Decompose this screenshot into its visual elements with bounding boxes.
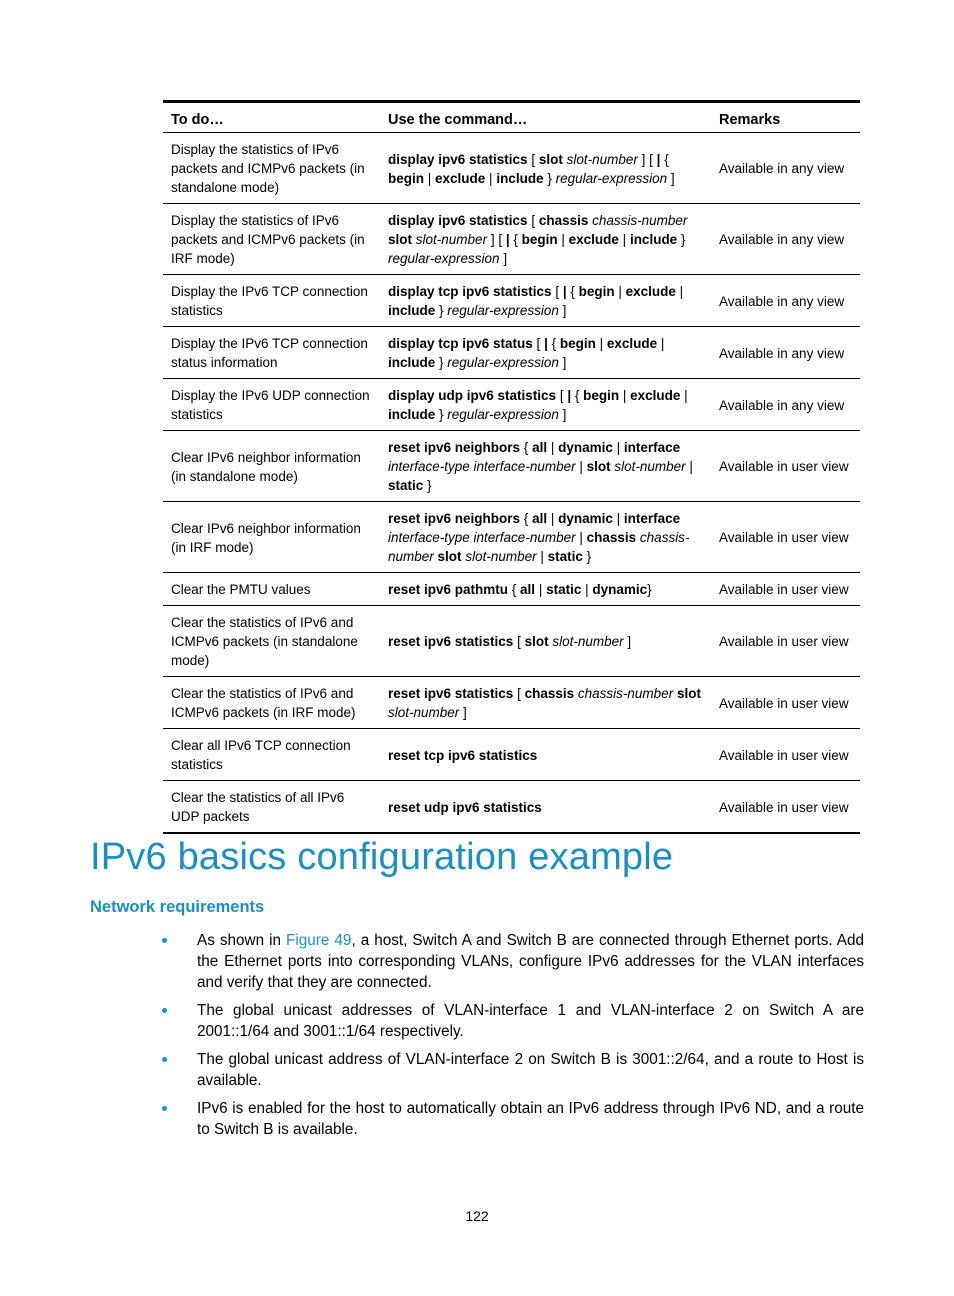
command-token: dynamic (592, 582, 648, 597)
command-token: reset ipv6 neighbors (388, 440, 521, 455)
command-token: | (675, 284, 684, 299)
command-token: all (520, 582, 536, 597)
list-item-text: The global unicast address of VLAN-interface 2 on Switch B is 3001::2/64, and a route to Host is available. (197, 1051, 864, 1089)
command-token: } (647, 582, 652, 597)
table-row (163, 729, 860, 781)
command-token: | (612, 440, 624, 455)
command-token: display tcp ipv6 statistics (388, 284, 552, 299)
command-token: regular-expression (555, 170, 668, 186)
command-token: ] (623, 634, 632, 649)
subsection-title: Network requirements (90, 898, 265, 916)
remarks-cell: Available in user view (711, 573, 860, 606)
command-token: interface (623, 440, 681, 455)
command-token: slot-number (415, 232, 488, 247)
todo-cell: Display the statistics of IPv6 packets and ICMPv6 packets (in IRF mode) (163, 204, 380, 275)
command-token: } (435, 303, 448, 318)
remarks-cell: Available in any view (711, 275, 860, 327)
command-token: [ (556, 388, 568, 403)
command-cell (380, 729, 711, 781)
list-item (162, 1049, 864, 1091)
command-token: regular-expression (388, 251, 500, 266)
command-token: interface-type interface-number (388, 459, 576, 474)
command-token: | (612, 511, 624, 526)
table-row (163, 606, 860, 677)
command-token: ] [ (637, 151, 657, 167)
remarks-cell: Available in any view (711, 133, 860, 204)
command-token: { (520, 511, 533, 526)
command-token: | (680, 388, 688, 403)
command-token: | (595, 336, 607, 351)
command-token: display ipv6 statistics (388, 151, 528, 167)
command-token: chassis-number (577, 686, 674, 701)
todo-cell: Clear IPv6 neighbor information (in standalone mode) (163, 431, 380, 502)
list-item (162, 930, 864, 993)
remarks-cell: Available in user view (711, 502, 860, 573)
command-token: { (508, 582, 521, 597)
command-token: display tcp ipv6 status (388, 336, 533, 351)
command-cell (380, 606, 711, 677)
todo-cell: Display the statistics of IPv6 packets and ICMPv6 packets (in standalone mode) (163, 133, 380, 204)
command-token: | (535, 582, 547, 597)
command-token: slot (524, 634, 549, 649)
command-token: [ (513, 686, 525, 701)
todo-cell: Clear all IPv6 TCP connection statistics (163, 729, 380, 781)
command-token: [ (513, 634, 525, 649)
bullet-dot-icon (162, 1057, 167, 1062)
command-token: begin (521, 232, 558, 247)
bullet-dot-icon (162, 1008, 167, 1013)
todo-cell: Display the IPv6 TCP connection statistics (163, 275, 380, 327)
figure-link[interactable]: Figure 49 (286, 932, 352, 949)
page-number: 122 (465, 1208, 489, 1224)
command-token: } (543, 170, 556, 186)
command-token: | (619, 388, 631, 403)
command-token: exclude (630, 388, 681, 403)
todo-cell: Display the IPv6 UDP connection statistics (163, 379, 380, 431)
command-token: { (547, 336, 560, 351)
table-row (163, 502, 860, 573)
list-item-text: IPv6 is enabled for the host to automatically obtain an IPv6 address through IPv6 ND, and a route to Switch B is available. (197, 1100, 864, 1138)
command-token: exclude (435, 170, 486, 186)
command-token: | (536, 549, 548, 564)
command-token: regular-expression (447, 303, 559, 318)
command-token: slot-number (614, 459, 686, 474)
command-cell (380, 781, 711, 834)
command-token: | (581, 582, 593, 597)
command-token: display udp ipv6 statistics (388, 388, 557, 403)
command-token: reset ipv6 neighbors (388, 511, 521, 526)
remarks-cell: Available in any view (711, 327, 860, 379)
list-item (162, 1000, 864, 1042)
command-token: | (547, 511, 559, 526)
todo-cell: Display the IPv6 TCP connection status information (163, 327, 380, 379)
todo-cell: Clear the PMTU values (163, 573, 380, 606)
command-token: { (509, 232, 522, 247)
command-token: ] (558, 407, 567, 422)
table-row (163, 677, 860, 729)
remarks-cell: Available in user view (711, 781, 860, 834)
command-token: | (618, 232, 630, 247)
command-token: exclude (606, 336, 658, 351)
command-token: } (435, 407, 448, 422)
command-token: chassis (538, 213, 589, 228)
command-token: begin (583, 388, 620, 403)
todo-cell: Clear the statistics of IPv6 and ICMPv6 packets (in standalone mode) (163, 606, 380, 677)
command-token: exclude (568, 232, 619, 247)
command-token: | (505, 232, 510, 247)
command-token: [ (551, 284, 563, 299)
command-token: ] (499, 251, 508, 266)
table-header-row (163, 102, 860, 133)
command-token: } (435, 355, 448, 370)
table-row (163, 573, 860, 606)
command-token: interface-type interface-number (388, 530, 576, 545)
command-token: include (388, 303, 436, 318)
command-token: | (424, 170, 436, 186)
command-token: slot (437, 549, 462, 564)
requirements-list (162, 930, 864, 1147)
command-cell (380, 431, 711, 502)
command-token: static (547, 549, 583, 564)
command-token: slot (676, 686, 701, 701)
command-token: [ (527, 151, 539, 167)
command-token: include (388, 407, 436, 422)
command-cell (380, 573, 711, 606)
header-todo: To do… (163, 102, 380, 133)
command-cell (380, 677, 711, 729)
command-token: | (657, 336, 665, 351)
table-row (163, 275, 860, 327)
command-token: include (629, 232, 678, 247)
remarks-cell: Available in user view (711, 431, 860, 502)
command-token: reset udp ipv6 statistics (388, 799, 542, 815)
command-token: slot-number (552, 634, 624, 649)
command-token: | (547, 440, 559, 455)
command-token: slot-number (465, 549, 537, 564)
command-token: | (575, 459, 587, 474)
command-table (163, 100, 860, 834)
remarks-cell: Available in any view (711, 204, 860, 275)
todo-cell: Clear IPv6 neighbor information (in IRF mode) (163, 502, 380, 573)
command-cell (380, 275, 711, 327)
command-token: { (660, 151, 669, 167)
list-item (162, 1098, 864, 1140)
todo-cell: Clear the statistics of all IPv6 UDP packets (163, 781, 380, 834)
command-token: begin (388, 170, 424, 186)
command-token: static (388, 478, 424, 493)
command-token: exclude (625, 284, 676, 299)
command-token: | (544, 336, 548, 351)
command-token: chassis-number (388, 530, 690, 564)
remarks-cell: Available in user view (711, 729, 860, 781)
command-token: slot-number (566, 151, 638, 167)
command-token: ] (558, 355, 567, 370)
command-cell (380, 133, 711, 204)
command-token: all (532, 440, 548, 455)
command-token: | (557, 232, 569, 247)
command-token: interface (623, 511, 681, 526)
command-token: reset ipv6 statistics (388, 686, 514, 701)
command-token: dynamic (558, 440, 613, 455)
command-token: regular-expression (447, 407, 559, 422)
command-token: } (423, 478, 432, 493)
command-token: chassis (524, 686, 575, 701)
command-token: | (485, 170, 497, 186)
command-token: { (566, 284, 579, 299)
command-token: reset ipv6 statistics (388, 634, 514, 649)
header-command: Use the command… (380, 102, 711, 133)
command-token: regular-expression (447, 355, 559, 370)
table-row (163, 133, 860, 204)
list-item-text: As shown in (197, 932, 287, 949)
command-token: | (575, 530, 587, 545)
command-token: | (567, 388, 572, 403)
command-token: include (496, 170, 544, 186)
table-row (163, 431, 860, 502)
command-token: ] (459, 705, 467, 720)
command-token: begin (559, 336, 596, 351)
command-token: reset tcp ipv6 statistics (388, 747, 538, 763)
list-item-text: , a host, Switch A and Switch B are connected through Ethernet ports. Add the Ethernet ports into corresponding VLANs, configure IPv6 addresses for the VLAN interfaces and verify that they are connected. (197, 932, 865, 991)
remarks-cell: Available in user view (711, 606, 860, 677)
bullet-dot-icon (162, 938, 167, 943)
command-token: begin (578, 284, 615, 299)
section-title: IPv6 basics configuration example (90, 836, 674, 878)
command-token: { (520, 440, 533, 455)
table-row (163, 204, 860, 275)
bullet-dot-icon (162, 1106, 167, 1111)
command-token: | (656, 151, 661, 167)
remarks-cell: Available in user view (711, 677, 860, 729)
command-cell (380, 327, 711, 379)
command-cell (380, 502, 711, 573)
command-token: chassis (586, 530, 637, 545)
command-cell (380, 204, 711, 275)
command-token: slot-number (388, 705, 460, 720)
command-token: | (614, 284, 626, 299)
command-token: ] (558, 303, 567, 318)
command-token: | (685, 459, 693, 474)
command-token: chassis-number (592, 213, 688, 228)
command-token: ] [ (487, 232, 506, 247)
todo-cell: Clear the statistics of IPv6 and ICMPv6 packets (in IRF mode) (163, 677, 380, 729)
command-token: static (546, 582, 582, 597)
command-token: display ipv6 statistics (388, 213, 528, 228)
header-remarks: Remarks (711, 102, 860, 133)
command-token: slot (586, 459, 611, 474)
command-token: ] (667, 170, 675, 186)
list-item-text: The global unicast addresses of VLAN-interface 1 and VLAN-interface 2 on Switch A are 2001::1/64 and 3001::1/64 respectively. (197, 1002, 864, 1040)
command-token: } (677, 232, 686, 247)
command-token: [ (527, 213, 539, 228)
command-token: { (571, 388, 584, 403)
command-token: | (562, 284, 567, 299)
table-row (163, 781, 860, 834)
command-token: } (582, 549, 592, 564)
command-token: slot (388, 232, 413, 247)
command-token: [ (532, 336, 545, 351)
command-token: dynamic (558, 511, 613, 526)
command-token: include (388, 355, 436, 370)
table-row (163, 327, 860, 379)
command-token: slot (538, 151, 563, 167)
table-row (163, 379, 860, 431)
command-token: reset ipv6 pathmtu (388, 582, 509, 597)
command-cell (380, 379, 711, 431)
command-token: all (532, 511, 548, 526)
remarks-cell: Available in any view (711, 379, 860, 431)
